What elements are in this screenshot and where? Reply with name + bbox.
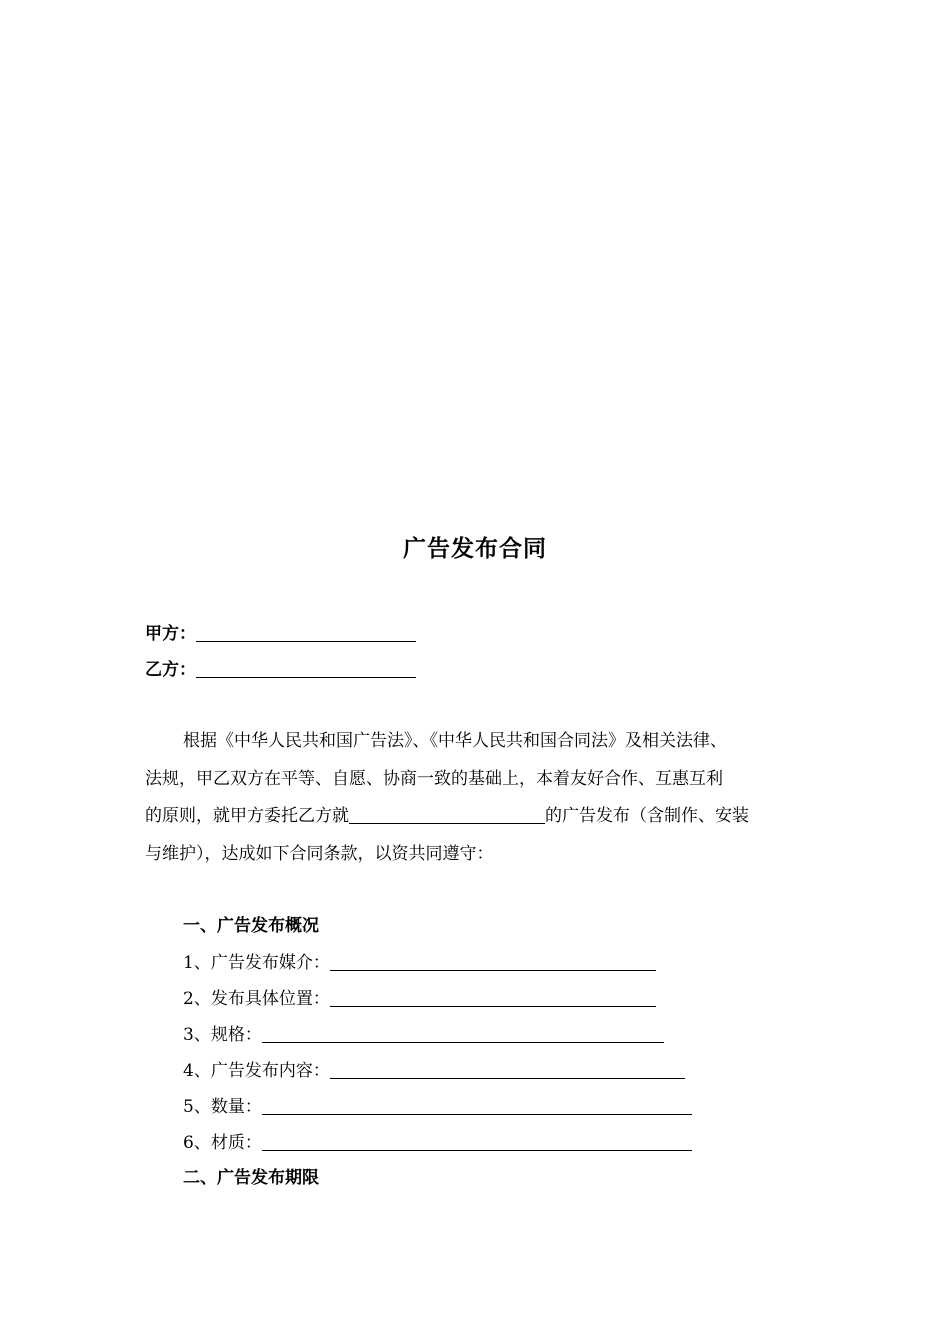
item-row [183,1023,664,1047]
material-blank[interactable] [262,1132,692,1151]
party-a-label: 甲方： [145,624,196,644]
item-row [183,1131,692,1155]
content-blank[interactable] [330,1060,685,1079]
item-label: 4、广告发布内容： [183,1061,330,1081]
intro-line-1: 根据《中华人民共和国广告法》、《中华人民共和国合同法》及相关法律、 [183,731,727,751]
location-blank[interactable] [330,988,656,1007]
item-label: 5、数量： [183,1097,262,1117]
intro-line-3-end: 的广告发布（含制作、安装 [545,806,749,826]
intro-line-4: 与维护），达成如下合同条款，以资共同遵守： [145,844,494,864]
party-b-blank[interactable] [196,659,416,678]
section-1-heading: 一、广告发布概况 [183,916,319,936]
media-blank[interactable] [330,952,656,971]
party-a-row [145,622,416,646]
party-b-label: 乙方： [145,660,196,680]
quantity-blank[interactable] [262,1096,692,1115]
intro-line-3-start: 的原则，就甲方委托乙方就 [145,806,349,826]
intro-line-2: 法规，甲乙双方在平等、自愿、协商一致的基础上，本着友好合作、互惠互利 [145,769,723,789]
spec-blank[interactable] [262,1024,664,1043]
item-label: 6、材质： [183,1133,262,1153]
party-a-blank[interactable] [196,623,416,642]
intro-line-3 [145,804,749,828]
document-title: 广告发布合同 [403,536,547,562]
item-row [183,1059,685,1083]
item-row [183,1095,692,1119]
party-b-row [145,658,416,682]
item-row [183,987,656,1011]
item-label: 1、广告发布媒介： [183,953,330,973]
section-2-heading: 二、广告发布期限 [183,1168,319,1188]
subject-blank[interactable] [349,805,545,824]
item-label: 3、规格： [183,1025,262,1045]
item-label: 2、发布具体位置： [183,989,330,1009]
item-row [183,951,656,975]
